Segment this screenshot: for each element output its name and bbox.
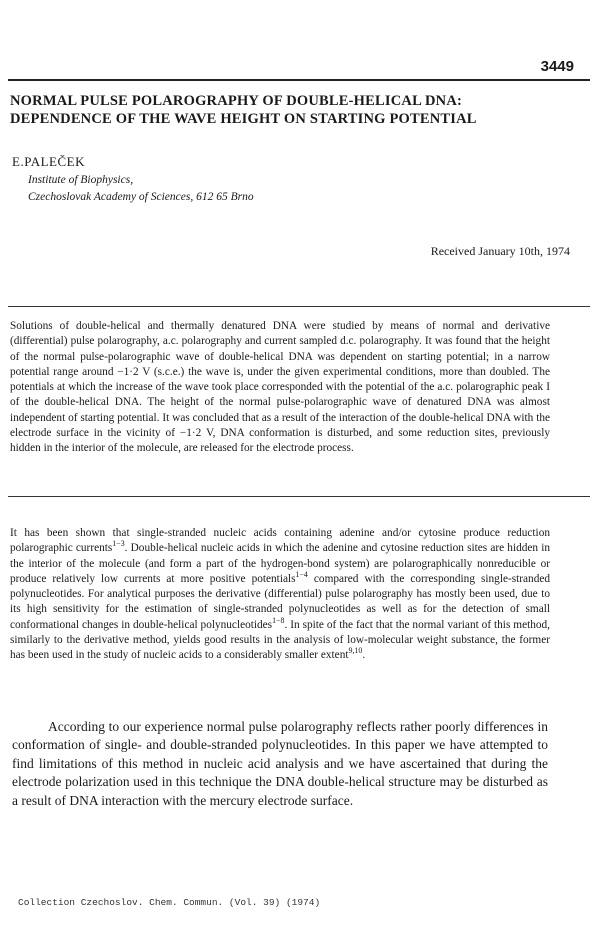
intro-sentence-1: It has been shown that single-stranded nucleic acids containing adenine and/or cytosine produce reduction polarographic currents: [10, 527, 550, 555]
title-line-1: NORMAL PULSE POLAROGRAPHY OF DOUBLE-HELICAL DNA:: [10, 93, 463, 109]
abstract-bottom-rule: [8, 496, 590, 497]
intro-paragraph: [10, 526, 550, 664]
intro-sentence-2: . Double-helical nucleic acids in which the adenine and cytosine reduction sites are hidden in the interior of the molecule (and form a part of the hydrogen-bond system) are polarographically nonreducible or produce relatively low currents at more positive potentials: [10, 542, 550, 585]
intro-sentence-4: . In spite of the fact that the normal variant of this method, similarly to the derivative method, yields good results in the analysis of low-molecular weight substance, the former has been used in the study of nucleic acids to a considerably smaller extent: [10, 618, 550, 662]
intro-sentence-5: .: [362, 649, 366, 662]
citation-1: 1−3: [112, 539, 125, 549]
page-number: 3449: [540, 58, 574, 75]
abstract: Solutions of double-helical and thermally denatured DNA were studied by means of normal and derivative (differential) pulse polarography, a.c. polarography and current sampled d.c. polarography. It was found that the height of the normal pulse-polarographic wave of double-helical DNA was dependent on starting potential; in a narrow potential range around −1·2 V (s.c.e.) the wave is, under the given experimental conditions, more than doubled. The potentials at which the increase of the wave took place corresponded with the potential of the a.c. polarographic peak I of the double-helical DNA. The height of the normal pulse-polarographic wave of denatured DNA was almost independent of starting potential. It was concluded that as a result of the interaction of the double-helical DNA with the electrode surface in the vicinity of −1·2 V, DNA conformation is disturbed, and some reduction sites, previously hidden in the interior of the molecule, are released for the electrode process.: [10, 320, 550, 455]
abstract-top-rule: [8, 306, 590, 307]
citation-4: 9,10: [348, 646, 363, 656]
received-date: Received January 10th, 1974: [430, 244, 570, 258]
affiliation: [28, 172, 254, 206]
title-line-2: DEPENDENCE OF THE WAVE HEIGHT ON STARTING POTENTIAL: [10, 111, 477, 127]
header-rule: [8, 79, 590, 81]
article-title: [10, 92, 570, 128]
author: E.PALEČEK: [12, 154, 85, 169]
affiliation-line-1: Institute of Biophysics,: [28, 174, 134, 186]
intro-sentence-3: compared with the corresponding single-stranded polynucleotides. For analytical purposes the derivative (differential) pulse polarography has mostly been used, due to its high sensitivity for the estimation of single-stranded polynucleotides as well as for the detection of small conformational changes in double-helical polynucleotides: [10, 572, 551, 631]
citation-3: 1−8: [272, 616, 285, 626]
journal-footer: Collection Czechoslov. Chem. Commun. (Vol. 39) (1974): [18, 897, 321, 908]
affiliation-line-2: Czechoslovak Academy of Sciences, 612 65 Brno: [28, 191, 254, 203]
body-paragraph: According to our experience normal pulse polarography reflects rather poorly differences in conformation of single- and double-stranded polynucleotides. In this paper we have attempted to find limitations of this method in nucleic acid analysis and we have ascertained that during the electrode polarization used in this technique the DNA double-helical structure may be disturbed as a result of DNA interaction with the mercury electrode surface.: [12, 719, 548, 808]
citation-2: 1−4: [295, 570, 308, 580]
